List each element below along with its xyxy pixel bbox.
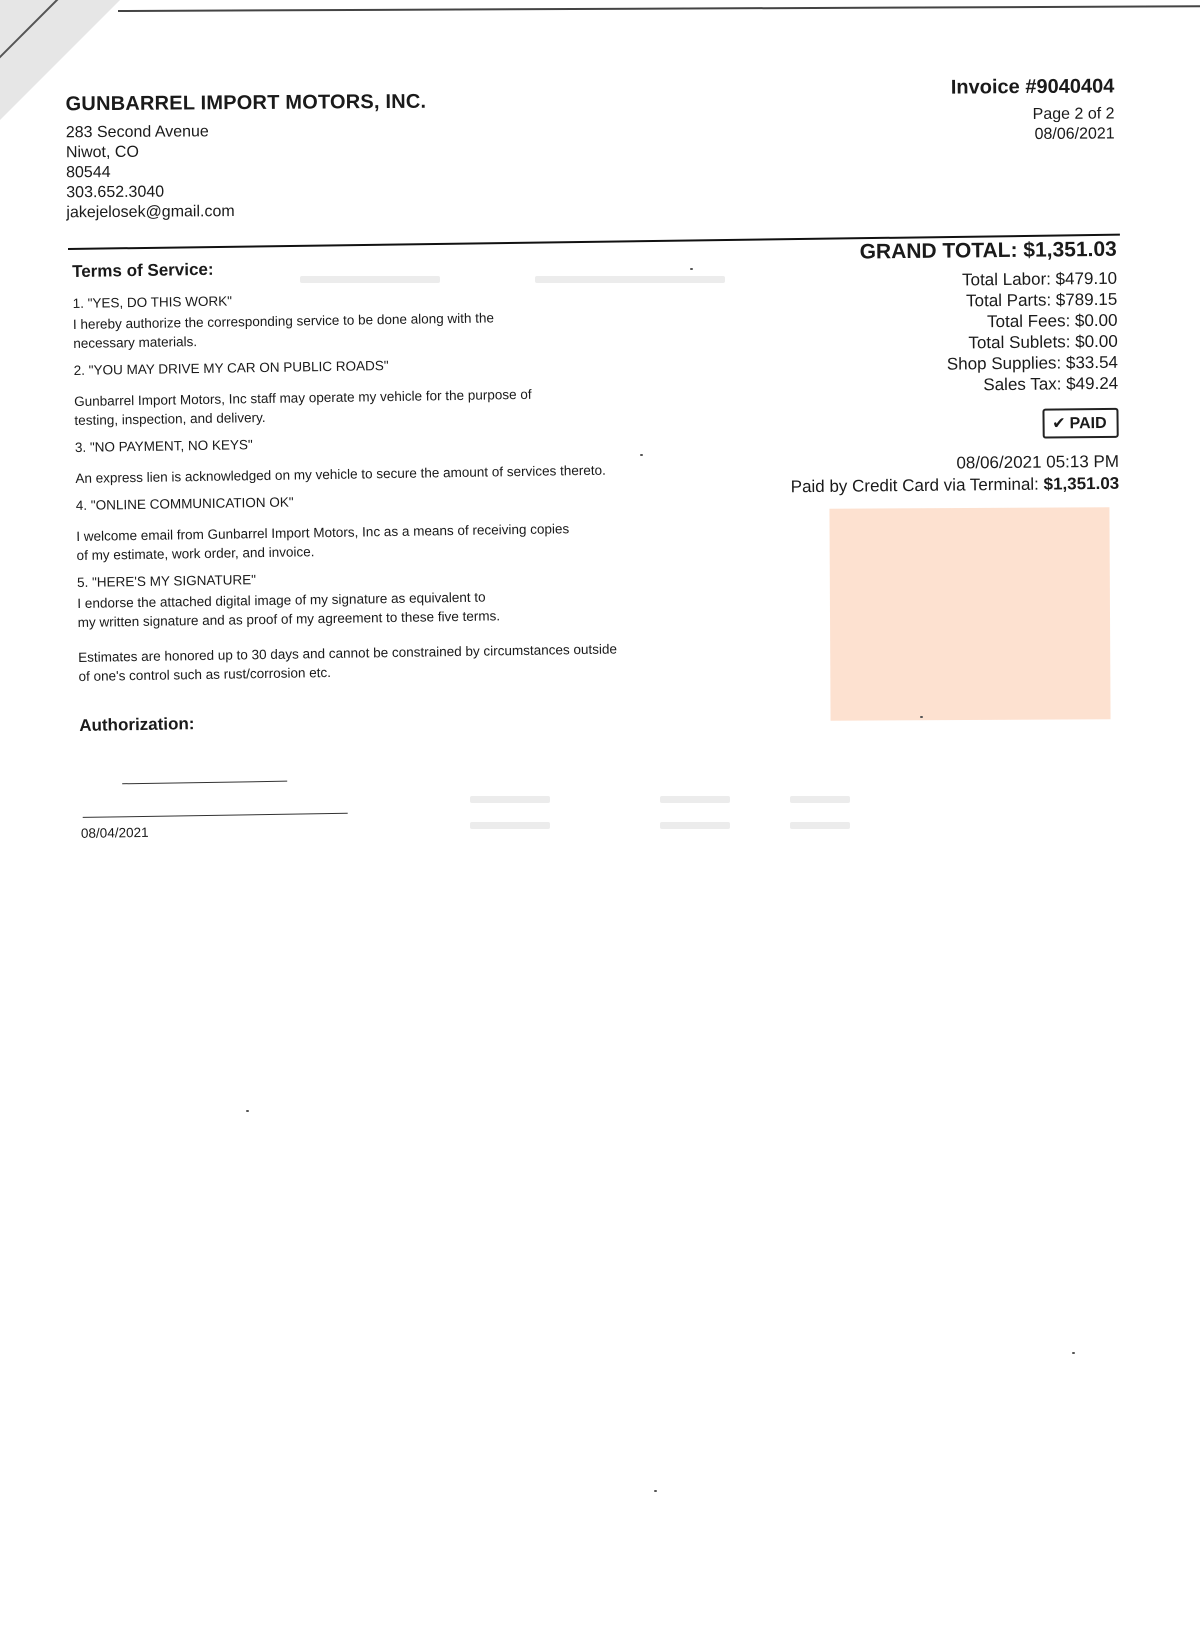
show-through-text — [470, 822, 550, 829]
show-through-text — [790, 796, 850, 803]
authorization-title: Authorization: — [79, 714, 195, 735]
show-through-text — [300, 276, 440, 283]
paid-badge-row — [698, 408, 1118, 442]
term-body — [76, 517, 717, 565]
signature-line — [83, 813, 348, 818]
authorization-date: 08/04/2021 — [80, 824, 149, 841]
invoice-date: 08/06/2021 — [1034, 125, 1115, 143]
check-icon: ✔ — [1052, 415, 1066, 433]
company-zip: 80544 — [66, 163, 111, 182]
signature-mark — [122, 781, 287, 785]
estimates-line: of one's control such as rust/corrosion etc. — [78, 664, 332, 684]
term-body — [73, 305, 714, 353]
term-body-line: Gunbarrel Import Motors, Inc staff may operate my vehicle for the purpose of — [74, 386, 532, 409]
show-through-text — [470, 796, 550, 803]
scan-speck — [640, 454, 643, 456]
total-fees: Total Fees: $0.00 — [986, 310, 1118, 332]
term-body-line: An express lien is acknowledged on my vehicle to secure the amount of services thereto. — [75, 462, 606, 486]
term-body-line: I welcome email from Gunbarrel Import Motors, Inc as a means of receiving copies — [76, 521, 570, 544]
scan-top-edge — [118, 5, 1200, 12]
term-heading: 5. "HERE'S MY SIGNATURE" — [76, 572, 257, 590]
term-body-line: necessary materials. — [73, 334, 198, 351]
show-through-text — [535, 276, 725, 283]
invoice-number: Invoice #9040404 — [950, 75, 1114, 99]
term-body-line: I endorse the attached digital image of my signature as equivalent to — [77, 589, 486, 611]
company-address-line1: 283 Second Avenue — [65, 123, 209, 142]
shop-supplies: Shop Supplies: $33.54 — [946, 352, 1119, 374]
term-body-line: of my estimate, work order, and invoice. — [76, 544, 315, 563]
term-body-line: I hereby authorize the corresponding service to be done along with the — [72, 310, 495, 332]
redaction-block — [829, 507, 1110, 720]
terms-of-service — [72, 252, 721, 841]
show-through-text — [660, 822, 730, 829]
term-heading: 2. "YOU MAY DRIVE MY CAR ON PUBLIC ROADS" — [73, 358, 389, 378]
scan-speck — [690, 268, 693, 270]
estimates-note — [78, 638, 719, 686]
term-body — [74, 382, 715, 430]
term-heading: 1. "YES, DO THIS WORK" — [72, 293, 233, 311]
paid-datetime: 08/06/2021 05:13 PM — [956, 451, 1120, 473]
term-body-line: testing, inspection, and delivery. — [74, 409, 266, 428]
total-parts: Total Parts: $789.15 — [965, 289, 1118, 311]
show-through-text — [660, 796, 730, 803]
paid-badge — [1042, 408, 1119, 439]
company-phone: 303.652.3040 — [66, 183, 165, 202]
company-name: GUNBARREL IMPORT MOTORS, INC. — [65, 90, 427, 116]
scan-speck — [1072, 1352, 1075, 1354]
scan-speck — [654, 1490, 657, 1492]
show-through-text — [790, 822, 850, 829]
sales-tax: Sales Tax: $49.24 — [983, 373, 1119, 395]
grand-total: GRAND TOTAL: $1,351.03 — [859, 237, 1117, 264]
paid-label: PAID — [1069, 414, 1107, 433]
company-block — [66, 91, 428, 224]
paid-amount: $1,351.03 — [1043, 473, 1120, 494]
company-address-line2: Niwot, CO — [65, 143, 139, 162]
invoice-header — [950, 75, 1114, 145]
estimates-line: Estimates are honored up to 30 days and cannot be constrained by circumstances outside — [78, 641, 618, 665]
paid-by-label: Paid by Credit Card via Terminal: — [790, 474, 1039, 497]
scan-speck — [246, 1110, 249, 1112]
term-body — [77, 584, 718, 632]
paid-by — [699, 474, 1119, 498]
totals-block — [697, 238, 1120, 498]
terms-title: Terms of Service: — [72, 259, 214, 281]
term-body — [75, 459, 715, 488]
invoice-page-number: Page 2 of 2 — [1032, 105, 1115, 124]
company-email: jakejelosek@gmail.com — [66, 203, 235, 222]
total-sublets: Total Sublets: $0.00 — [968, 331, 1118, 353]
scan-speck — [920, 716, 923, 718]
total-labor: Total Labor: $479.10 — [961, 268, 1118, 290]
term-heading: 4. "ONLINE COMMUNICATION OK" — [75, 494, 294, 513]
term-heading: 3. "NO PAYMENT, NO KEYS" — [74, 437, 253, 455]
term-body-line: my written signature and as proof of my agreement to these five terms. — [77, 608, 501, 630]
